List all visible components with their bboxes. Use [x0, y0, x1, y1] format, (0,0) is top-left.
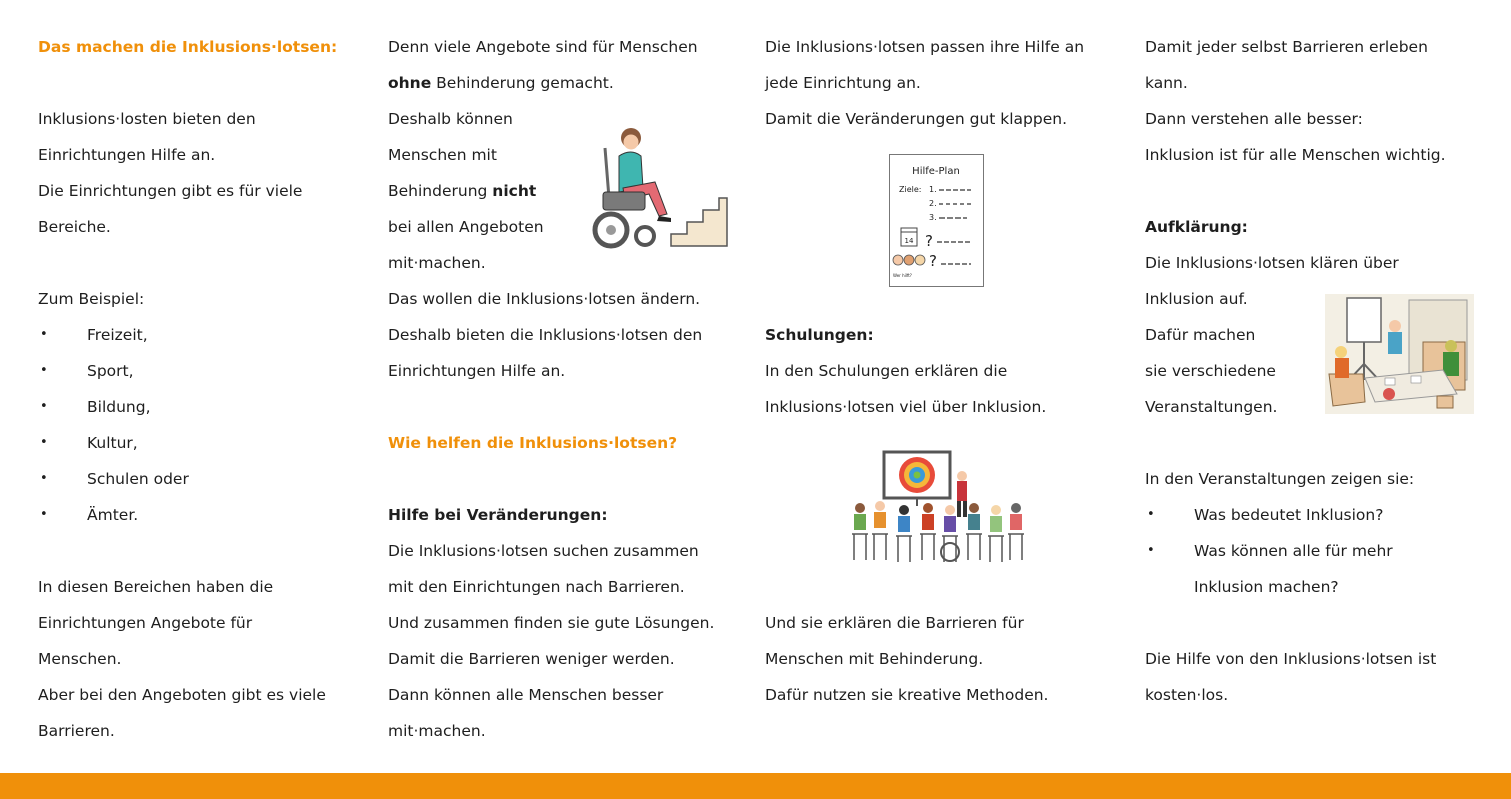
plan-num: 1.: [929, 185, 937, 194]
text-line: mit·machen.: [388, 722, 486, 740]
subheading-aufklaerung: Aufklärung:: [1145, 218, 1248, 236]
bullet-dot: •: [40, 399, 48, 414]
text-line: Zum Beispiel:: [38, 290, 145, 308]
bullet-dot: •: [1147, 543, 1155, 558]
list-item: Freizeit,: [87, 326, 148, 344]
training-session-illustration: [846, 450, 1026, 566]
bullet-dot: •: [40, 507, 48, 522]
text-line: In diesen Bereichen haben die: [38, 578, 274, 596]
text-line: Dafür machen: [1145, 326, 1256, 344]
text-line: Damit die Barrieren weniger werden.: [388, 650, 675, 668]
text-line: Die Inklusions·lotsen suchen zusammen: [388, 542, 699, 560]
list-item: Was bedeutet Inklusion?: [1194, 506, 1384, 524]
plan-num: 3.: [929, 213, 937, 222]
text-line: Inklusion auf.: [1145, 290, 1248, 308]
text-line: In den Schulungen erklären die: [765, 362, 1008, 380]
text-line: Inklusions·losten bieten den: [38, 110, 256, 128]
emphasis-ohne: ohne: [388, 74, 432, 92]
text-line: sie verschiedene: [1145, 362, 1276, 380]
text-span: Behinderung gemacht.: [431, 74, 614, 92]
heading-wie-helfen: Wie helfen die Inklusions·lotsen?: [388, 434, 678, 452]
plan-calendar-day: 14: [904, 237, 914, 245]
text-line: Inklusions·lotsen viel über Inklusion.: [765, 398, 1047, 416]
text-line: Denn viele Angebote sind für Menschen: [388, 38, 698, 56]
text-line: Und zusammen finden sie gute Lösungen.: [388, 614, 715, 632]
text-line: Deshalb bieten die Inklusions·lotsen den: [388, 326, 703, 344]
plan-num: 2.: [929, 199, 937, 208]
text-line: Dann können alle Menschen besser: [388, 686, 664, 704]
list-item-continuation: Inklusion machen?: [1194, 578, 1339, 596]
text-line: kann.: [1145, 74, 1188, 92]
list-item: Schulen oder: [87, 470, 189, 488]
text-line: Menschen.: [38, 650, 122, 668]
plan-wer-hilft: Wer hilft?: [893, 273, 912, 278]
text-line: Und sie erklären die Barrieren für: [765, 614, 1024, 632]
list-item: Ämter.: [87, 506, 139, 524]
text-line: Barrieren.: [38, 722, 115, 740]
subheading-hilfe-bei-veraenderungen: Hilfe bei Veränderungen:: [388, 506, 608, 524]
bullet-dot: •: [1147, 507, 1155, 522]
text-line: Die Inklusions·lotsen passen ihre Hilfe an: [765, 38, 1085, 56]
list-item: Was können alle für mehr: [1194, 542, 1393, 560]
text-line: jede Einrichtung an.: [765, 74, 921, 92]
bullet-dot: •: [40, 471, 48, 486]
text-line: Inklusion ist für alle Menschen wichtig.: [1145, 146, 1446, 164]
text-line: Aber bei den Angeboten gibt es viele: [38, 686, 326, 704]
text-line: Einrichtungen Hilfe an.: [38, 146, 216, 164]
text-line: Einrichtungen Angebote für: [38, 614, 253, 632]
text-line: Die Hilfe von den Inklusions·lotsen ist: [1145, 650, 1437, 668]
text-line: mit·machen.: [388, 254, 486, 272]
wheelchair-stairs-illustration: [583, 126, 729, 252]
list-item: Kultur,: [87, 434, 138, 452]
emphasis-nicht: nicht: [492, 182, 537, 200]
text-line: kosten·los.: [1145, 686, 1229, 704]
plan-title: Hilfe-Plan: [912, 166, 960, 177]
bullet-dot: •: [40, 327, 48, 342]
text-line: Einrichtungen Hilfe an.: [388, 362, 566, 380]
list-item: Sport,: [87, 362, 134, 380]
text-line: Damit jeder selbst Barrieren erleben: [1145, 38, 1428, 56]
text-line: Deshalb können: [388, 110, 513, 128]
text-line: Dann verstehen alle besser:: [1145, 110, 1363, 128]
plan-question: ?: [929, 252, 937, 270]
subheading-schulungen: Schulungen:: [765, 326, 874, 344]
text-line: Menschen mit Behinderung.: [765, 650, 984, 668]
hilfe-plan-document: [889, 154, 984, 287]
text-line: In den Veranstaltungen zeigen sie:: [1145, 470, 1415, 488]
bullet-dot: •: [40, 435, 48, 450]
text-line: Dafür nutzen sie kreative Methoden.: [765, 686, 1049, 704]
text-line: Die Einrichtungen gibt es für viele: [38, 182, 303, 200]
text-line: mit den Einrichtungen nach Barrieren.: [388, 578, 685, 596]
text-line: Die Inklusions·lotsen klären über: [1145, 254, 1399, 272]
text-line: Damit die Veränderungen gut klappen.: [765, 110, 1068, 128]
text-line: bei allen Angeboten: [388, 218, 544, 236]
heading-das-machen: Das machen die Inklusions·lotsen:: [38, 38, 338, 56]
text-line: [388, 181, 536, 201]
text-span: Behinderung: [388, 182, 493, 200]
text-line: Bereiche.: [38, 218, 111, 236]
text-line: Das wollen die Inklusions·lotsen ändern.: [388, 290, 701, 308]
plan-question: ?: [925, 232, 933, 250]
footer-accent-bar: [0, 773, 1511, 799]
meeting-illustration: [1325, 294, 1474, 414]
bullet-dot: •: [40, 363, 48, 378]
text-line: [388, 73, 614, 93]
plan-ziele: Ziele:: [899, 185, 922, 194]
list-item: Bildung,: [87, 398, 151, 416]
text-line: Menschen mit: [388, 146, 497, 164]
text-line: Veranstaltungen.: [1145, 398, 1278, 416]
